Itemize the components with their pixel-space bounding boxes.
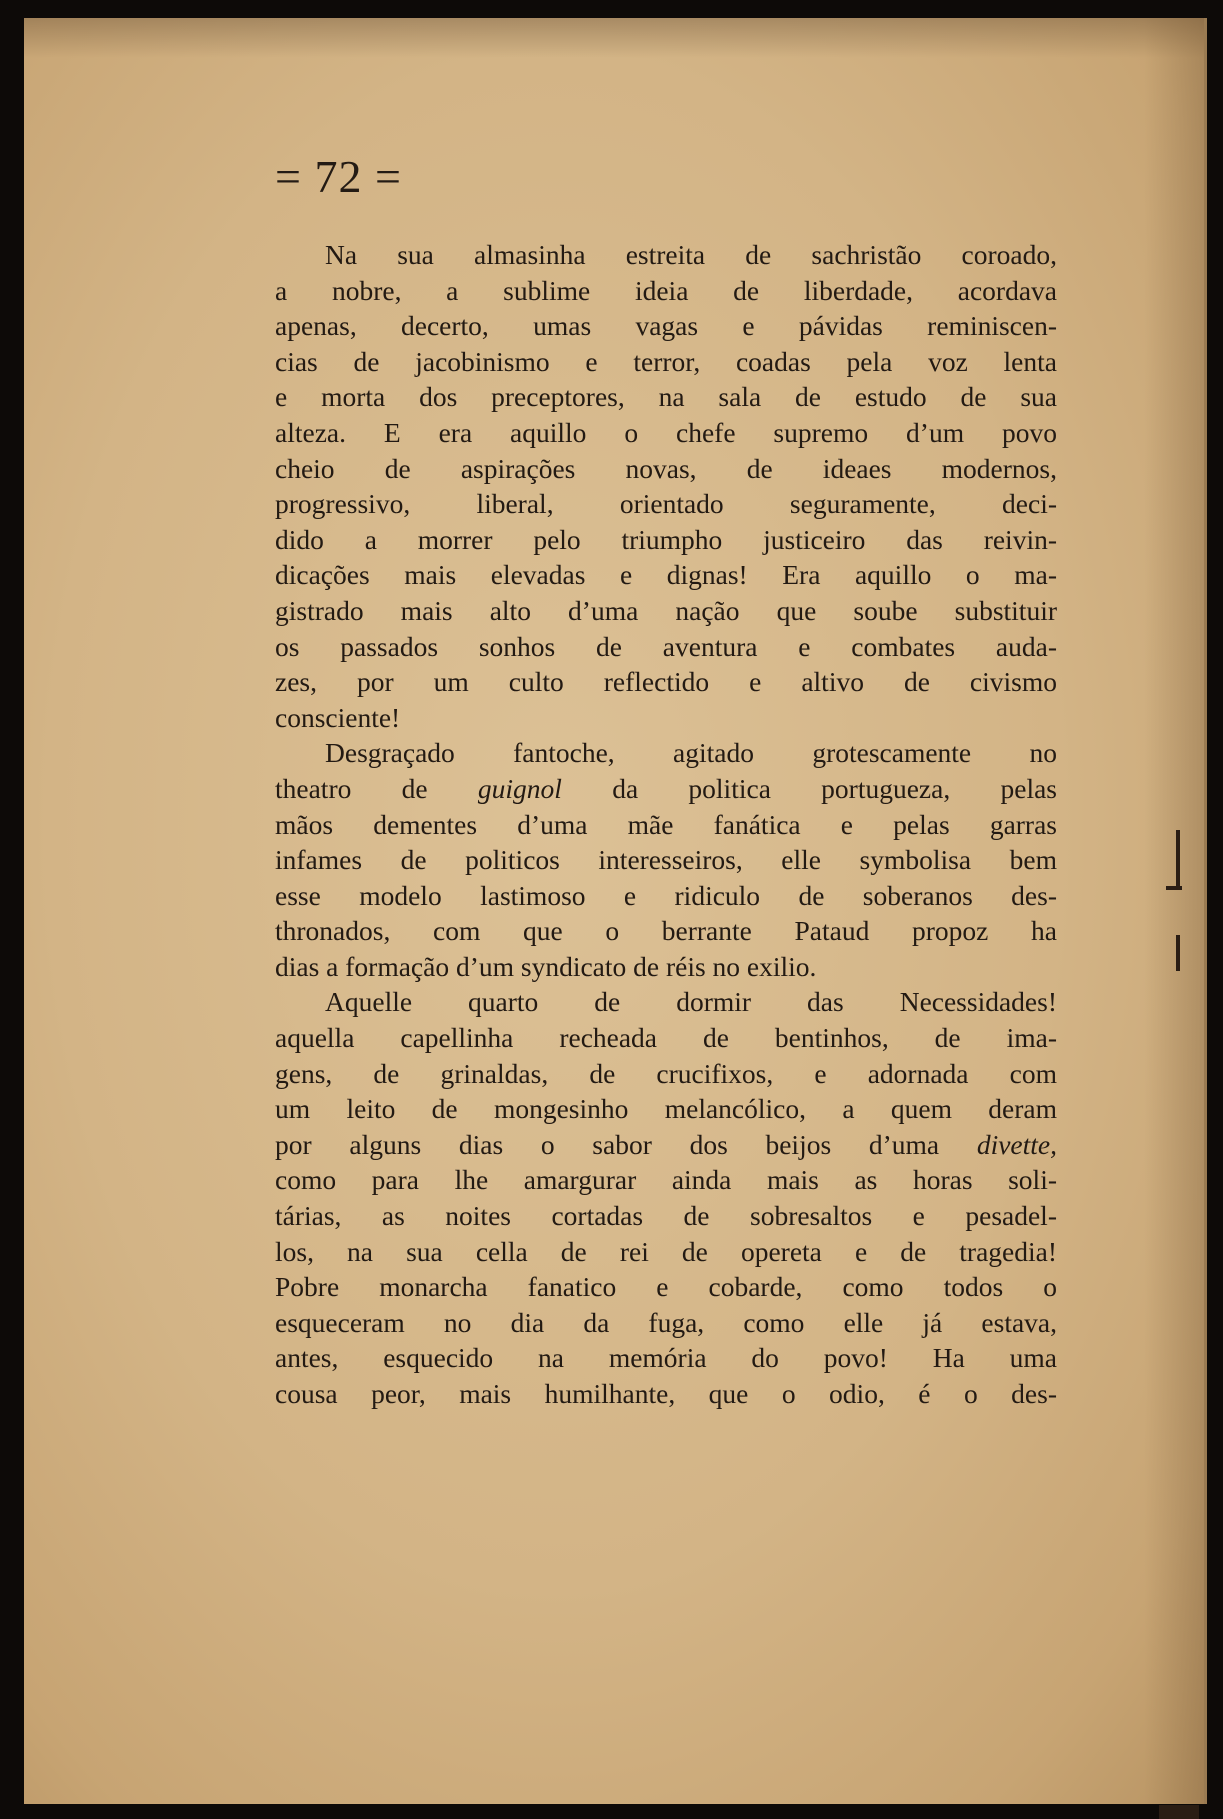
text-segment: da politica portugueza, pelas <box>612 772 1057 804</box>
text-line: alteza. E era aquillo o chefe supremo d’um povo <box>275 416 1057 448</box>
page-edge-shadow <box>1144 18 1204 1804</box>
text-line: progressivo, liberal, orientado seguramente, deci- <box>275 488 1057 520</box>
scan-corner-mark <box>1159 1805 1199 1819</box>
text-line: esqueceram no dia da fuga, como elle já estava, <box>275 1306 1057 1338</box>
text-line: cheio de aspirações novas, de ideaes modernos, <box>275 452 1057 484</box>
page-number: = 72 = <box>275 151 402 202</box>
text-line: infames de politicos interesseiros, elle symbolisa bem <box>275 844 1057 876</box>
text-line: a nobre, a sublime ideia de liberdade, acordava <box>275 274 1057 306</box>
text-line: Pobre monarcha fanatico e cobarde, como todos o <box>275 1271 1057 1303</box>
text-line: gens, de grinaldas, de crucifixos, e adornada com <box>275 1057 1057 1089</box>
italic-term: guignol <box>477 772 562 804</box>
text-line: Na sua almasinha estreita de sachristão coroado, <box>325 239 1057 270</box>
text-line: aquella capellinha recheada de bentinhos, de ima- <box>275 1022 1057 1054</box>
text-line: um leito de mongesinho melancólico, a quem deram <box>275 1093 1057 1125</box>
body-text <box>275 237 1057 1412</box>
margin-ink-mark <box>1176 830 1180 890</box>
italic-term: divette, <box>976 1128 1057 1160</box>
text-line: os passados sonhos de aventura e combates auda- <box>275 630 1057 662</box>
text-line: esse modelo lastimoso e ridiculo de soberanos des- <box>275 879 1057 911</box>
margin-ink-mark <box>1166 886 1182 890</box>
text-line: dias a formação d’um syndicato de réis no exilio. <box>275 950 817 982</box>
text-line: antes, esquecido na memória do povo! Ha uma <box>275 1342 1057 1374</box>
text-line: zes, por um culto reflectido e altivo de civismo <box>275 666 1057 698</box>
text-line: gistrado mais alto d’uma nação que soube substituir <box>275 594 1057 626</box>
text-line: como para lhe amargurar ainda mais as horas soli- <box>275 1164 1057 1196</box>
text-line-mixed <box>275 1127 1057 1163</box>
text-line: dido a morrer pelo triumpho justiceiro das reivin- <box>275 523 1057 555</box>
text-line: cousa peor, mais humilhante, que o odio, é o des- <box>275 1378 1057 1409</box>
text-segment: theatro de <box>275 772 428 804</box>
text-line: dicações mais elevadas e dignas! Era aquillo o ma- <box>275 559 1057 591</box>
text-line: Desgraçado fantoche, agitado grotescamente no <box>325 737 1057 769</box>
text-line: thronados, com que o berrante Pataud propoz ha <box>275 915 1057 947</box>
text-line-mixed <box>275 771 1057 807</box>
text-line: mãos dementes d’uma mãe fanática e pelas garras <box>275 808 1057 840</box>
text-line: apenas, decerto, umas vagas e pávidas reminiscen- <box>275 310 1057 342</box>
text-line: los, na sua cella de rei de opereta e de tragedia! <box>275 1235 1057 1267</box>
margin-ink-mark <box>1176 935 1180 971</box>
text-line: cias de jacobinismo e terror, coadas pela voz lenta <box>275 345 1057 377</box>
text-line: e morta dos preceptores, na sala de estudo de sua <box>275 381 1057 413</box>
page-top-shadow <box>24 18 1204 58</box>
text-segment: por alguns dias o sabor dos beijos d’uma <box>275 1128 940 1160</box>
text-line: tárias, as noites cortadas de sobresaltos e pesadel- <box>275 1200 1057 1232</box>
text-line: Aquelle quarto de dormir das Necessidades! <box>325 986 1057 1018</box>
text-line: consciente! <box>275 701 401 733</box>
